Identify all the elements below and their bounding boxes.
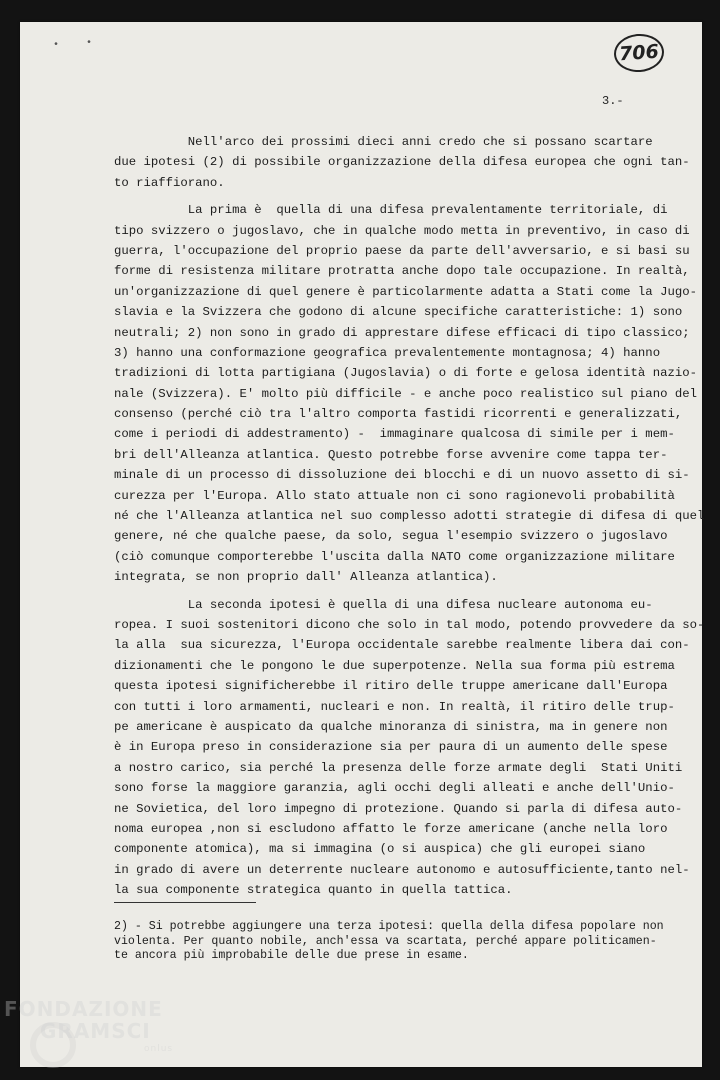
text-line: due ipotesi (2) di possibile organizzazione della difesa europea che ogni tan- bbox=[114, 155, 690, 170]
text-line: noma europea ,non si escludono affatto le forze americane (anche nella loro bbox=[114, 821, 668, 836]
text-line: La prima è quella di una difesa prevalentamente territoriale, di bbox=[114, 203, 668, 218]
text-line: né che l'Alleanza atlantica nel suo complesso adotti strategie di difesa di quel bbox=[114, 509, 705, 524]
text-line: minale di un processo di dissoluzione dei blocchi e di un nuovo assetto di si- bbox=[114, 468, 690, 483]
text-line: pe americane è auspicato da qualche minoranza di sinistra, ma in genere non bbox=[114, 719, 668, 734]
text-line: guerra, l'occupazione del proprio paese da parte dell'avversario, e si basi su bbox=[114, 243, 690, 258]
text-line: nale (Svizzera). E' molto più difficile - e anche poco realistico sul piano del bbox=[114, 386, 697, 401]
text-line: tipo svizzero o jugoslavo, che in qualche modo metta in preventivo, in caso di bbox=[114, 223, 690, 238]
text-line: integrata, se non proprio dall' Alleanza atlantica). bbox=[114, 570, 498, 585]
footnote-line: te ancora più improbabile delle due prese in esame. bbox=[114, 949, 469, 962]
text-line: come i periodi di addestramento) - immaginare qualcosa di simile per i mem- bbox=[114, 427, 675, 442]
text-line: (ciò comunque comporterebbe l'uscita dalla NATO come organizzazione militare bbox=[114, 549, 675, 564]
punch-mark: • bbox=[86, 38, 93, 49]
footnote-divider bbox=[114, 902, 256, 903]
text-line: la sua componente strategica quanto in quella tattica. bbox=[114, 883, 513, 898]
footnote-line: violenta. Per quanto nobile, anch'essa va scartata, perché appare politicamen- bbox=[114, 934, 657, 948]
watermark-line: FONDAZIONE bbox=[4, 997, 163, 1021]
text-line: con tutti i loro armamenti, nucleari e non. In realtà, il ritiro delle trup- bbox=[114, 699, 675, 714]
archive-number-stamp: 706 bbox=[613, 32, 666, 73]
text-line: ropea. I suoi sostenitori dicono che solo in tal modo, potendo provvedere da so- bbox=[114, 617, 705, 632]
text-line: dizionamenti che le pongono le due superpotenze. Nella sua forma più estrema bbox=[114, 658, 675, 673]
footnote-line: 2) - Si potrebbe aggiungere una terza ipotesi: quella della difesa popolare non bbox=[114, 920, 664, 933]
footnote bbox=[114, 920, 674, 964]
text-line: 3) hanno una conformazione geografica prevalentemente montagnosa; 4) hanno bbox=[114, 345, 661, 360]
page-number: 3.- bbox=[602, 94, 624, 108]
text-line: componente atomica), ma si immagina (o si auspica) che gli europei siano bbox=[114, 842, 646, 857]
text-line: ne Sovietica, del loro impegno di protezione. Quando si parla di difesa auto- bbox=[114, 801, 683, 816]
text-line: un'organizzazione di quel genere è particolarmente adatta a Stati come la Jugo- bbox=[114, 284, 697, 299]
text-line: slavia e la Svizzera che godono di alcune specifiche caratteristiche: 1) sono bbox=[114, 305, 683, 320]
text-line: curezza per l'Europa. Allo stato attuale non ci sono ragionevoli probabilità bbox=[114, 488, 675, 503]
text-line: Nell'arco dei prossimi dieci anni credo che si possano scartare bbox=[114, 135, 653, 149]
text-line: to riaffiorano. bbox=[114, 175, 225, 190]
watermark-line: GRAMSCI bbox=[40, 1019, 151, 1043]
text-line: questa ipotesi significherebbe il ritiro delle truppe americane dall'Europa bbox=[114, 679, 668, 694]
text-line: la alla sua sicurezza, l'Europa occidentale sarebbe realmente libera dai con- bbox=[114, 638, 690, 653]
text-line: neutrali; 2) non sono in grado di apprestare difese efficaci di tipo classico; bbox=[114, 325, 690, 340]
text-line: bri dell'Alleanza atlantica. Questo potrebbe forse avvenire come tappa ter- bbox=[114, 447, 668, 462]
text-line: La seconda ipotesi è quella di una difesa nucleare autonoma eu- bbox=[114, 597, 653, 612]
document-page bbox=[20, 22, 705, 1067]
watermark-line: onlus bbox=[144, 1044, 174, 1054]
text-line: è in Europa preso in considerazione sia per paura di un aumento delle spese bbox=[114, 740, 668, 755]
watermark-logo-icon bbox=[30, 1022, 76, 1068]
text-line: forme di resistenza militare protratta anche dopo tale occupazione. In realtà, bbox=[114, 264, 690, 279]
text-line: sono forse la maggiore garanzia, agli occhi degli alleati e anche dell'Unio- bbox=[114, 781, 675, 796]
text-line: tradizioni di lotta partigiana (Jugoslavia) o di forte e gelosa identità nazio- bbox=[114, 366, 697, 381]
text-line: genere, né che qualche paese, da solo, segua l'esempio svizzero o jugoslavo bbox=[114, 529, 668, 544]
body-text bbox=[114, 132, 705, 900]
archive-watermark bbox=[4, 997, 174, 1054]
punch-mark: • bbox=[53, 40, 60, 51]
text-line: in grado di avere un deterrente nucleare autonomo e autosufficiente,tanto nel- bbox=[114, 862, 690, 877]
text-line: consenso (perché ciò tra l'altro comporta fastidi ricorrenti e generalizzati, bbox=[114, 407, 683, 422]
text-line: a nostro carico, sia perché la presenza delle forze armate degli Stati Uniti bbox=[114, 760, 683, 775]
